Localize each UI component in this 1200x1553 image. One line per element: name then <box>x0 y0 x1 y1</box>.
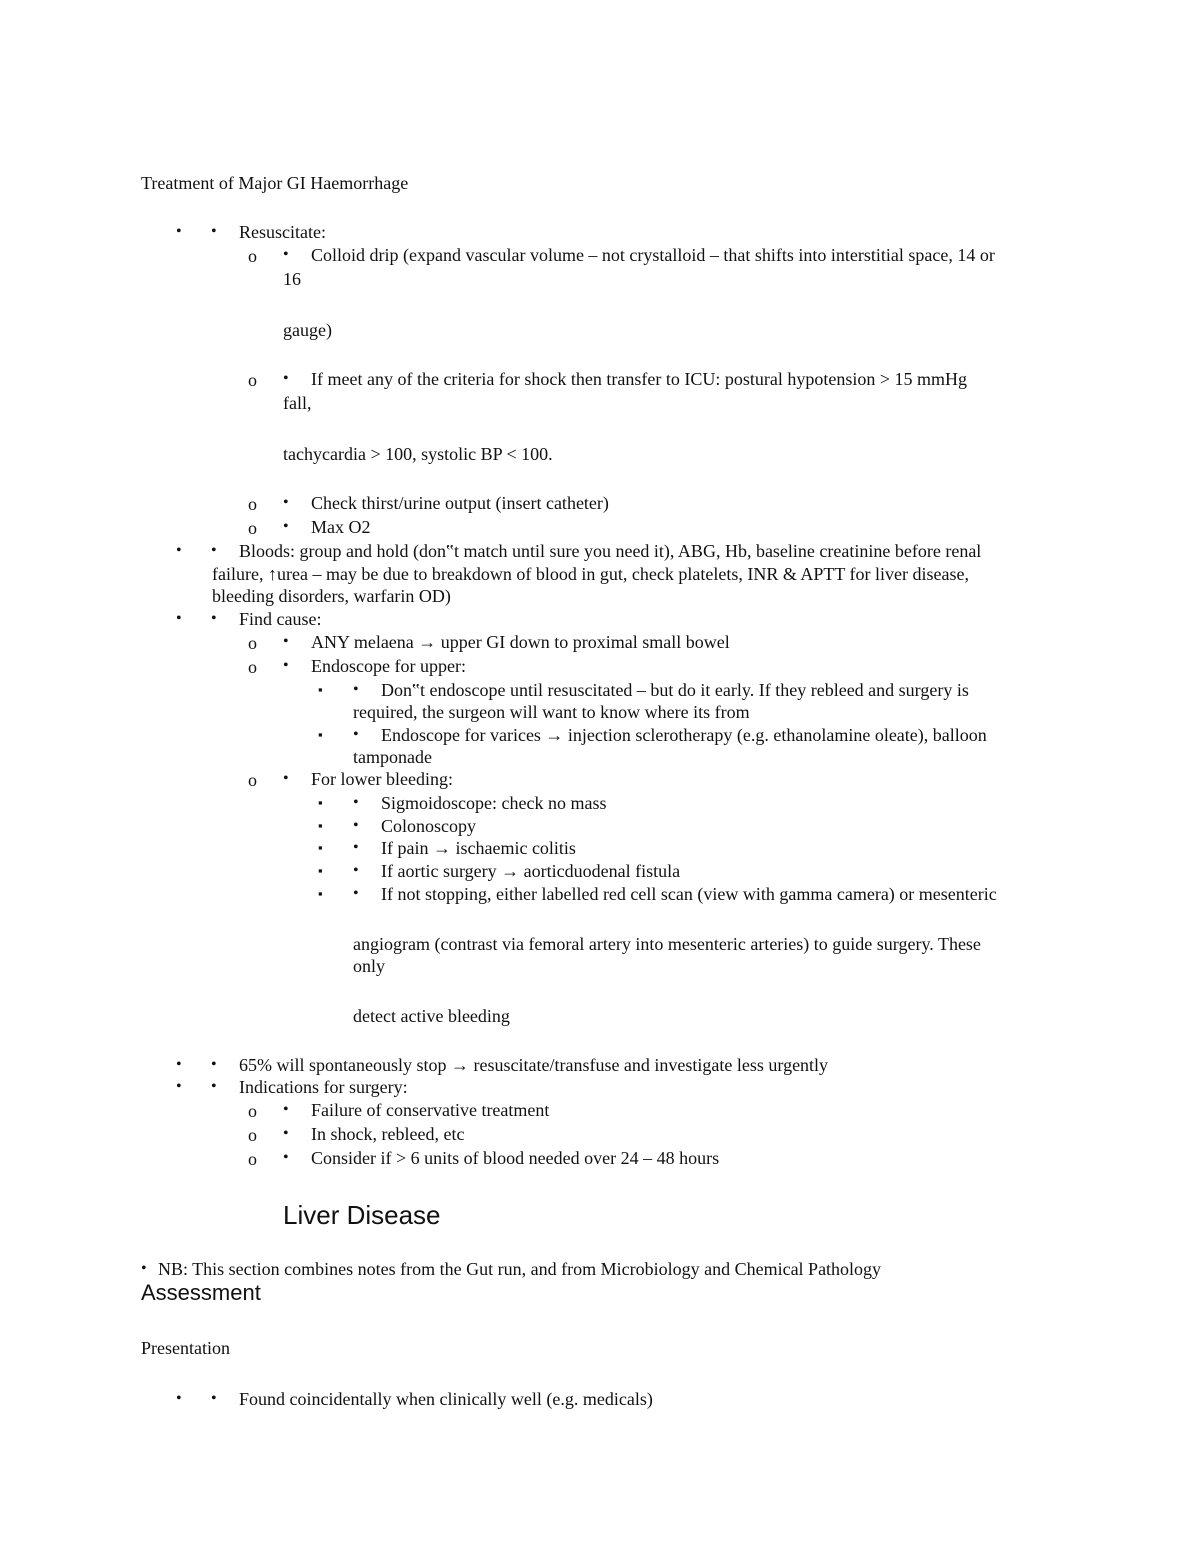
list-item-cont: required, the surgeon will want to know where its from <box>353 702 750 722</box>
section-heading-liver: Liver Disease <box>283 1200 441 1230</box>
list-item: Max O2 <box>311 517 371 537</box>
bullet-inner: • <box>353 885 359 902</box>
list-item-cont: tamponade <box>353 747 432 767</box>
bullet-inner: • <box>211 1390 217 1407</box>
bullet-outer: • <box>176 610 182 627</box>
list-item-cont: gauge) <box>283 320 332 340</box>
bullet-inner: • <box>353 726 359 743</box>
list-item: Endoscope for varices → injection sclerotherapy (e.g. ethanolamine oleate), balloon <box>381 725 987 745</box>
bullet-square: ▪ <box>318 795 323 810</box>
list-item-cont: tachycardia > 100, systolic BP < 100. <box>283 444 553 464</box>
note-line: NB: This section combines notes from the Gut run, and from Microbiology and Chemical Pathology <box>158 1259 882 1279</box>
list-item: For lower bleeding: <box>311 769 453 789</box>
list-item: Colloid drip (expand vascular volume – not crystalloid – that shifts into interstitial space, 14 or <box>311 245 995 265</box>
list-item: If not stopping, either labelled red cell scan (view with gamma camera) or mesenteric <box>381 884 997 904</box>
bullet-inner: • <box>353 681 359 698</box>
bullet-circle: o <box>248 770 257 790</box>
bullet-inner: • <box>283 494 289 511</box>
list-item: Endoscope for upper: <box>311 656 466 676</box>
list-item-cont: bleeding disorders, warfarin OD) <box>212 586 451 606</box>
bullet-inner: • <box>211 1078 217 1095</box>
list-item: Found coincidentally when clinically well (e.g. medicals) <box>239 1389 653 1409</box>
list-item: If aortic surgery → aorticduodenal fistula <box>381 861 681 881</box>
list-item: Failure of conservative treatment <box>311 1100 550 1120</box>
subheading-presentation: Presentation <box>141 1338 230 1358</box>
list-item: Colonoscopy <box>381 816 477 836</box>
list-item: Find cause: <box>239 609 322 629</box>
list-item: Don‟t endoscope until resuscitated – but do it early. If they rebleed and surgery is <box>381 680 969 700</box>
bullet-inner: • <box>283 246 289 263</box>
bullet-outer: • <box>176 1078 182 1095</box>
bullet-inner: • <box>283 518 289 535</box>
bullet-inner: • <box>211 223 217 240</box>
bullet-inner: • <box>283 633 289 650</box>
bullet-inner: • <box>211 1056 217 1073</box>
bullet-outer: • <box>141 1260 147 1277</box>
list-item: Check thirst/urine output (insert catheter) <box>311 493 609 513</box>
bullet-outer: • <box>176 1056 182 1073</box>
list-item-cont: 16 <box>283 269 301 289</box>
bullet-inner: • <box>283 1125 289 1142</box>
list-item: ANY melaena → upper GI down to proximal small bowel <box>311 632 730 652</box>
bullet-inner: • <box>283 1149 289 1166</box>
bullet-inner: • <box>353 794 359 811</box>
bullet-circle: o <box>248 657 257 677</box>
bullet-inner: • <box>353 817 359 834</box>
list-item: Resuscitate: <box>239 222 326 242</box>
bullet-circle: o <box>248 1149 257 1169</box>
list-item: In shock, rebleed, etc <box>311 1124 465 1144</box>
list-item-cont: only <box>353 956 386 976</box>
bullet-circle: o <box>248 633 257 653</box>
bullet-square: ▪ <box>318 682 323 697</box>
bullet-inner: • <box>353 862 359 879</box>
list-item-cont: detect active bleeding <box>353 1006 510 1026</box>
bullet-inner: • <box>353 839 359 856</box>
bullet-square: ▪ <box>318 727 323 742</box>
bullet-circle: o <box>248 1101 257 1121</box>
list-item: Sigmoidoscope: check no mass <box>381 793 607 813</box>
section-heading-assessment: Assessment <box>141 1280 261 1305</box>
bullet-inner: • <box>283 770 289 787</box>
bullet-inner: • <box>211 542 217 559</box>
bullet-outer: • <box>176 542 182 559</box>
bullet-outer: • <box>176 1390 182 1407</box>
bullet-outer: • <box>176 223 182 240</box>
doc-title: Treatment of Major GI Haemorrhage <box>141 173 409 193</box>
bullet-square: ▪ <box>318 818 323 833</box>
list-item: Consider if > 6 units of blood needed over 24 – 48 hours <box>311 1148 720 1168</box>
bullet-inner: • <box>283 1101 289 1118</box>
bullet-square: ▪ <box>318 863 323 878</box>
list-item: If pain → ischaemic colitis <box>381 838 576 858</box>
list-item-cont: failure, ↑urea – may be due to breakdown of blood in gut, check platelets, INR & APTT for liver disease, <box>212 564 969 584</box>
bullet-square: ▪ <box>318 886 323 901</box>
bullet-circle: o <box>248 370 257 390</box>
bullet-inner: • <box>283 657 289 674</box>
list-item: Bloods: group and hold (don‟t match until sure you need it), ABG, Hb, baseline creatinine before renal <box>239 541 982 561</box>
list-item: If meet any of the criteria for shock then transfer to ICU: postural hypotension > 15 mmHg <box>311 369 967 389</box>
bullet-circle: o <box>248 518 257 538</box>
bullet-square: ▪ <box>318 840 323 855</box>
list-item-cont: fall, <box>283 393 312 413</box>
bullet-circle: o <box>248 494 257 514</box>
bullet-circle: o <box>248 1125 257 1145</box>
bullet-inner: • <box>211 610 217 627</box>
list-item-cont: angiogram (contrast via femoral artery into mesenteric arteries) to guide surgery. These <box>353 934 981 954</box>
bullet-inner: • <box>283 370 289 387</box>
list-item: Indications for surgery: <box>239 1077 408 1097</box>
list-item: 65% will spontaneously stop → resuscitate/transfuse and investigate less urgently <box>239 1055 829 1075</box>
bullet-circle: o <box>248 246 257 266</box>
